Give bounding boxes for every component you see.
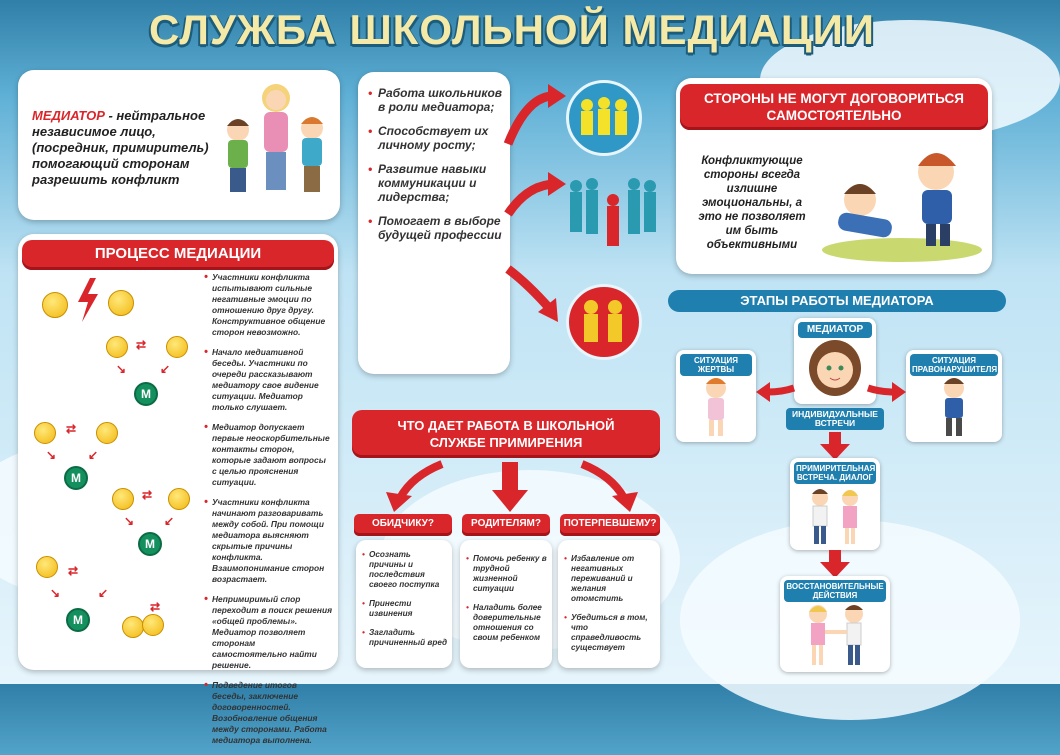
list-item: • Непримиримый спор переходит в поиск решения «общей проблемы». Медиатор позволяет сторонам самостоятельно найти решение.	[204, 594, 332, 671]
surprised-face-icon	[168, 488, 190, 510]
arrow-icon: ↘	[50, 586, 61, 600]
stages-heading: ЭТАПЫ РАБОТЫ МЕДИАТОРА	[668, 290, 1006, 312]
two-kids-illustration	[802, 488, 868, 548]
restorative-actions-label: ВОССТАНОВИТЕЛЬНЫЕ ДЕЙСТВИЯ	[784, 580, 886, 602]
list-item: • Помогает в выборе будущей профессии	[368, 214, 504, 242]
arrow-icon: ↘	[124, 514, 135, 528]
arrow-icon: ↙	[160, 362, 171, 376]
list-item: • Развитие навыки коммуникации и лидерства;	[368, 162, 504, 204]
confused-face-icon	[166, 336, 188, 358]
restorative-actions-box	[780, 576, 890, 672]
crowd-icon	[566, 172, 662, 252]
exchange-arrows-icon: ⇄	[136, 338, 147, 352]
list-item: • Помочь ребенку в трудной жизненной ситуации	[466, 554, 548, 594]
worried-face-icon	[106, 336, 128, 358]
list-item: • Наладить более доверительные отношения со своим ребенком	[466, 603, 548, 643]
page-title: СЛУЖБА ШКОЛЬНОЙ МЕДИАЦИИ	[149, 6, 875, 53]
list-item: • Работа школьников в роли медиатора;	[368, 86, 504, 114]
list-item: • Убедиться в том, что справедливость существует	[564, 613, 656, 653]
down-arrow-icon	[818, 550, 852, 578]
arrow-icon: ↘	[116, 362, 127, 376]
victim-list	[564, 554, 656, 662]
definition-text	[32, 108, 222, 188]
arguing-silhouettes-icon	[569, 287, 639, 357]
list-item: • Медиатор допускает первые неоскорбительные контакты сторон, которые задают вопросы с целью прояснения ситуации.	[204, 422, 332, 488]
offender-box	[356, 540, 452, 668]
mediator-label: МЕДИАТОР	[798, 322, 872, 338]
list-item: • Осознать причины и последствия своего поступка	[362, 550, 448, 590]
smiling-face-icon	[122, 616, 144, 638]
unhappy-face-icon	[96, 422, 118, 444]
mediator-circle: М	[64, 466, 88, 490]
arrow-icon: ↙	[164, 514, 175, 528]
angry-face-icon	[108, 290, 134, 316]
arrow-icon: ↘	[46, 448, 57, 462]
angry-face-icon	[34, 422, 56, 444]
definition-panel	[18, 70, 340, 220]
victim-situation-box	[676, 350, 756, 442]
offender-situation-label: СИТУАЦИЯ ПРАВОНАРУШИТЕЛЯ	[912, 356, 998, 374]
down-arrows	[372, 458, 652, 514]
list-item: • Участники конфликта начинают разговаривать между собой. При помощи медиатора выясняют скрытые причины конфликта. Взаимопонимание сторон возрастает.	[204, 497, 332, 585]
down-arrow-icon	[818, 432, 852, 460]
exchange-arrows-icon: ⇄	[68, 564, 79, 578]
side-arrows	[752, 378, 910, 408]
lightning-icon	[76, 278, 100, 322]
students-circle-image	[566, 80, 642, 156]
list-item: • Принести извинения	[362, 599, 448, 619]
crying-girl-illustration	[696, 376, 736, 438]
sides-panel	[676, 78, 992, 274]
curved-arrows	[498, 84, 568, 334]
boy-illustration	[934, 376, 974, 438]
conflict-circle-image	[566, 284, 642, 360]
fighting-kids-illustration	[818, 138, 984, 264]
offender-list	[362, 550, 448, 657]
list-item: • Загладить причиненный вред	[362, 628, 448, 648]
process-panel	[18, 234, 338, 745]
list-item: • Подведение итогов беседы, заключение договоренностей. Возобновление общения между сторонами. Работа медиатора выполнена.	[204, 680, 332, 746]
mediator-circle: М	[66, 608, 90, 632]
teacher-children-illustration	[214, 78, 334, 212]
arrow-icon: ↙	[98, 586, 109, 600]
reconciliation-meeting-box	[790, 458, 880, 550]
list-item: • Избавление от негативных переживаний и желания отомстить	[564, 554, 656, 604]
definition-body: - нейтральное независимое лицо, (посредник, примиритель) помогающий сторонам разрешить конфликт	[32, 108, 209, 187]
thinking-face-icon	[36, 556, 58, 578]
what-gives-heading: ЧТО ДАЕТ РАБОТА В ШКОЛЬНОЙ СЛУЖБЕ ПРИМИРЕНИЯ	[352, 410, 660, 458]
mediator-circle: М	[138, 532, 162, 556]
crowd-silhouette-image	[566, 172, 662, 252]
benefits-panel	[358, 72, 510, 374]
smiling-face-icon	[142, 614, 164, 636]
benefits-list	[368, 86, 504, 252]
exchange-arrows-icon: ⇄	[150, 600, 161, 614]
list-item: • Способствует их личному росту;	[368, 124, 504, 152]
handshake-kids-illustration	[798, 604, 874, 668]
victim-situation-label: СИТУАЦИЯ ЖЕРТВЫ	[680, 354, 752, 376]
parents-list	[466, 554, 548, 652]
yellow-silhouettes-icon	[569, 83, 639, 153]
process-steps-list	[204, 272, 332, 755]
process-heading: ПРОЦЕСС МЕДИАЦИИ	[22, 240, 334, 270]
col-label-parents: РОДИТЕЛЯМ?	[462, 514, 550, 536]
definition-term: МЕДИАТОР	[32, 108, 105, 123]
col-label-offender: ОБИДЧИКУ?	[354, 514, 452, 536]
col-label-victim: ПОТЕРПЕВШЕМУ?	[560, 514, 660, 536]
list-item: • Начало медиативной беседы. Участники по очереди рассказывают медиатору свое видение ситуации. Медиатор только слушает.	[204, 347, 332, 413]
reconciliation-meeting-label: ПРИМИРИТЕЛЬНАЯ ВСТРЕЧА. ДИАЛОГ	[796, 464, 876, 482]
parents-box	[460, 540, 552, 668]
exchange-arrows-icon: ⇄	[142, 488, 153, 502]
mediator-circle: М	[134, 382, 158, 406]
list-item: • Участники конфликта испытывают сильные негативные эмоции по отношению друг другу. Конструктивное общение сторон невозможно.	[204, 272, 332, 338]
neutral-face-icon	[112, 488, 134, 510]
arrow-icon: ↙	[88, 448, 99, 462]
sides-heading: СТОРОНЫ НЕ МОГУТ ДОГОВОРИТЬСЯ САМОСТОЯТЕЛЬНО	[680, 84, 988, 130]
sides-text: Конфликтующие стороны всегда излишне эмоциональны, а это не позволяет им быть объективными	[698, 155, 806, 251]
angry-face-icon	[42, 292, 68, 318]
victim-box	[558, 540, 660, 668]
individual-meetings-label: ИНДИВИДУАЛЬНЫЕ ВСТРЕЧИ	[786, 408, 884, 430]
exchange-arrows-icon: ⇄	[66, 422, 77, 436]
offender-situation-box	[906, 350, 1002, 442]
